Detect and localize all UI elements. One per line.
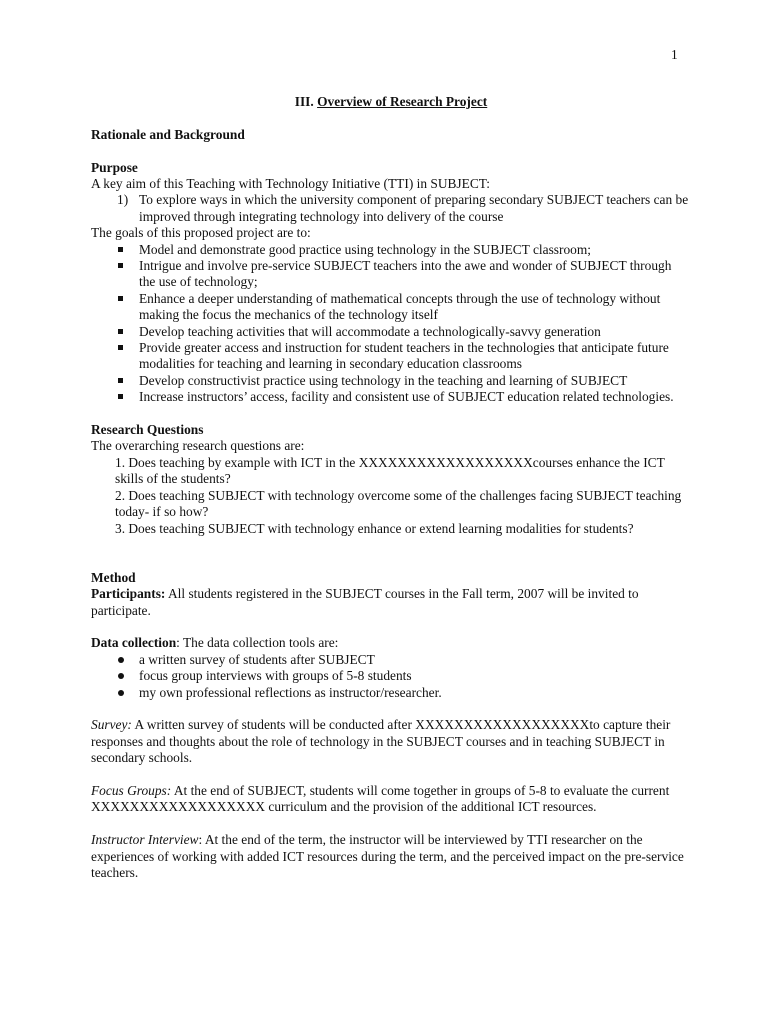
round-bullet-icon bbox=[118, 673, 124, 679]
goals-intro: The goals of this proposed project are to: bbox=[91, 225, 311, 241]
section-number: III. bbox=[294, 94, 314, 109]
section-title-text: Overview of Research Project bbox=[317, 94, 488, 109]
research-question: 2. Does teaching SUBJECT with technology overcome some of the challenges facing SUBJECT teaching today- if so how? bbox=[115, 487, 682, 520]
document-body bbox=[91, 94, 691, 881]
focus-groups-text: At the end of SUBJECT, students will come together in groups of 5-8 to evaluate the current XXXXXXXXXXXXXXXXXX curriculum and the provision of the additional ICT resources. bbox=[91, 782, 670, 815]
instructor-interview-paragraph bbox=[91, 832, 691, 881]
list-item-text: Increase instructors’ access, facility and consistent use of SUBJECT education related technologies. bbox=[139, 389, 674, 405]
data-tools-list bbox=[91, 652, 691, 701]
purpose-intro: A key aim of this Teaching with Technology Initiative (TTI) in SUBJECT: bbox=[91, 176, 490, 191]
list-item-text: my own professional reflections as instructor/researcher. bbox=[139, 684, 442, 700]
list-item-text: Enhance a deeper understanding of mathematical concepts through the use of technology without making the focus the mechanics of the technology itself bbox=[139, 290, 661, 323]
round-bullet-icon bbox=[118, 657, 124, 663]
list-item-text: Model and demonstrate good practice using technology in the SUBJECT classroom; bbox=[139, 241, 591, 257]
square-bullet-icon bbox=[118, 394, 123, 399]
survey-paragraph bbox=[91, 717, 691, 766]
list-item-text: To explore ways in which the university component of preparing secondary SUBJECT teachers can be improved through integrating technology into delivery of the course bbox=[139, 192, 689, 224]
square-bullet-icon bbox=[118, 296, 123, 301]
research-questions-intro: The overarching research questions are: bbox=[91, 438, 305, 454]
list-item bbox=[139, 389, 691, 405]
focus-groups-paragraph bbox=[91, 783, 691, 816]
list-item bbox=[139, 291, 691, 324]
list-item bbox=[139, 685, 691, 701]
list-item-text: Develop constructivist practice using technology in the teaching and learning of SUBJECT bbox=[139, 372, 628, 388]
square-bullet-icon bbox=[118, 378, 123, 383]
list-item-text: Provide greater access and instruction for student teachers in the technologies that anticipate future modalities for teaching and learning in secondary education classrooms bbox=[139, 340, 669, 372]
survey-text: A written survey of students will be conducted after XXXXXXXXXXXXXXXXXXto capture their responses and thoughts about the role of technology in the SUBJECT courses and in teaching SUBJECT in secondary schools. bbox=[91, 717, 671, 766]
list-item bbox=[139, 652, 691, 668]
list-number: 1) bbox=[117, 192, 129, 208]
list-item-text: Develop teaching activities that will accommodate a technologically-savvy generation bbox=[139, 323, 601, 339]
round-bullet-icon bbox=[118, 690, 124, 696]
square-bullet-icon bbox=[118, 329, 123, 334]
section-title bbox=[91, 94, 691, 110]
focus-groups-label: Focus Groups: bbox=[91, 782, 172, 798]
research-questions-heading: Research Questions bbox=[91, 422, 204, 438]
rationale-heading: Rationale and Background bbox=[91, 126, 245, 142]
square-bullet-icon bbox=[118, 263, 123, 268]
list-item bbox=[139, 258, 691, 291]
list-item-text: focus group interviews with groups of 5-8 students bbox=[139, 668, 412, 684]
data-collection-label: Data collection bbox=[91, 635, 177, 651]
square-bullet-icon bbox=[118, 247, 123, 252]
research-question: 1. Does teaching by example with ICT in the XXXXXXXXXXXXXXXXXXcourses enhance the ICT skills of the students? bbox=[115, 454, 665, 487]
page-number: 1 bbox=[671, 47, 678, 62]
instructor-interview-text: : At the end of the term, the instructor will be interviewed by TTI researcher on the experiences of working with added ICT resources during the term, and the perceived impact on the pre-service teachers. bbox=[91, 832, 684, 880]
participants-paragraph bbox=[91, 586, 691, 619]
instructor-interview-label: Instructor Interview bbox=[91, 832, 199, 848]
participants-label: Participants: bbox=[91, 586, 166, 602]
list-item-text: Intrigue and involve pre-service SUBJECT teachers into the awe and wonder of SUBJECT through the use of technology; bbox=[139, 258, 672, 290]
list-item bbox=[117, 192, 691, 225]
method-heading: Method bbox=[91, 569, 136, 585]
list-item bbox=[139, 373, 691, 389]
data-collection-text: : The data collection tools are: bbox=[176, 635, 339, 651]
list-item-text: a written survey of students after SUBJECT bbox=[139, 651, 375, 667]
square-bullet-icon bbox=[118, 345, 123, 350]
purpose-heading: Purpose bbox=[91, 159, 138, 175]
goals-list bbox=[91, 242, 691, 406]
list-item bbox=[139, 324, 691, 340]
list-item bbox=[139, 668, 691, 684]
survey-label: Survey: bbox=[91, 717, 132, 733]
participants-text: All students registered in the SUBJECT courses in the Fall term, 2007 will be invited to participate. bbox=[91, 586, 639, 618]
list-item bbox=[139, 242, 691, 258]
data-collection-paragraph bbox=[91, 635, 691, 651]
list-item bbox=[139, 340, 691, 373]
purpose-numbered-list bbox=[91, 192, 691, 225]
research-question: 3. Does teaching SUBJECT with technology enhance or extend learning modalities for students? bbox=[115, 520, 634, 536]
